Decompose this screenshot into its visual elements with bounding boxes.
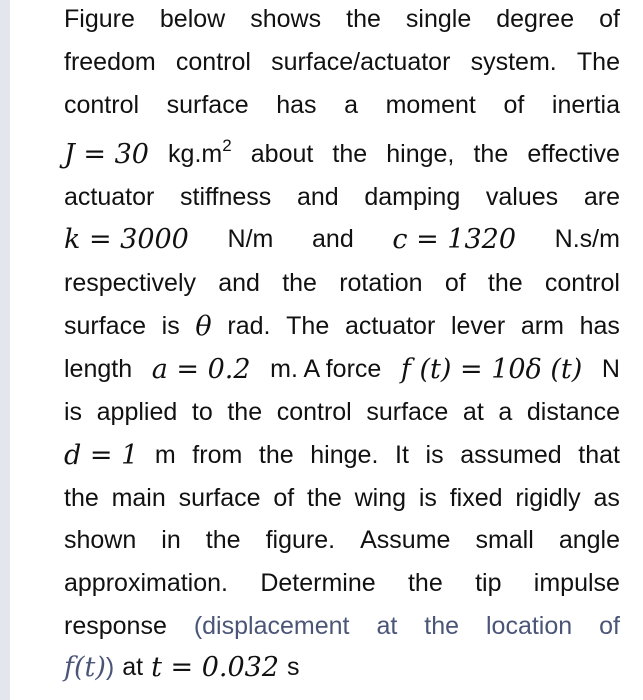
- word: rigidly: [515, 483, 581, 512]
- word: control: [64, 90, 140, 119]
- theta-symbol: θ: [195, 310, 212, 342]
- word: Assume: [360, 525, 451, 554]
- word: small: [475, 525, 534, 554]
- line-10: [64, 390, 620, 434]
- word: the: [282, 268, 317, 297]
- word: length: [64, 354, 133, 383]
- stiffness-expression: k = 3000: [64, 223, 189, 255]
- word: degree: [496, 4, 575, 33]
- word: wing: [354, 483, 407, 512]
- word: approximation.: [64, 568, 228, 597]
- highlighted-word: of: [599, 611, 620, 640]
- word: is: [161, 311, 180, 340]
- word: arm: [520, 311, 564, 340]
- line-11: [64, 433, 620, 477]
- inertia-expression: J = 30: [64, 138, 149, 170]
- word: actuator: [64, 182, 155, 211]
- word: surface: [166, 90, 249, 119]
- word: the: [473, 139, 509, 168]
- word: freedom: [64, 47, 156, 76]
- left-margin-bar: [0, 0, 10, 700]
- line-3: [64, 83, 620, 127]
- word: about: [250, 139, 314, 168]
- highlighted-word: location: [486, 611, 573, 640]
- word: assumed: [460, 440, 562, 469]
- word: of: [444, 268, 466, 297]
- word: control: [276, 397, 352, 426]
- word: are: [583, 182, 620, 211]
- word: to: [191, 397, 213, 426]
- word: stiffness: [180, 182, 272, 211]
- word: the: [307, 483, 342, 512]
- line-13: [64, 518, 620, 562]
- word: surface: [178, 483, 261, 512]
- word: distance: [526, 397, 620, 426]
- word: the: [258, 440, 294, 469]
- word: surface/actuator: [271, 47, 451, 76]
- line-15: [64, 604, 620, 648]
- word: rad.: [227, 311, 271, 340]
- word: the: [407, 568, 443, 597]
- word: values: [485, 182, 559, 211]
- word: a: [498, 397, 513, 426]
- word: the: [332, 139, 368, 168]
- word: is: [64, 397, 83, 426]
- word: hinge,: [386, 139, 455, 168]
- force-expression: f (t) = 10δ (t): [400, 353, 583, 385]
- word: It: [395, 440, 409, 469]
- word: in: [161, 525, 181, 554]
- word: lever: [450, 311, 506, 340]
- word: response: [64, 611, 167, 640]
- word: and: [312, 224, 354, 253]
- word: inertia: [551, 90, 620, 119]
- line-7: [64, 261, 620, 305]
- word: as: [593, 483, 620, 512]
- force-location-expression: f(t): [64, 651, 106, 683]
- word: angle: [558, 525, 620, 554]
- line-16: [64, 645, 620, 689]
- highlighted-word: at: [376, 611, 398, 640]
- word: from: [192, 440, 243, 469]
- word: system.: [470, 47, 557, 76]
- word: is: [418, 483, 437, 512]
- word: of: [599, 4, 620, 33]
- word: Figure: [64, 4, 135, 33]
- word: m. A force: [270, 354, 382, 383]
- line-2: [64, 40, 620, 84]
- word: of: [503, 90, 525, 119]
- distance-expression: d = 1: [64, 439, 139, 471]
- word: single: [405, 4, 472, 33]
- word: a: [344, 90, 358, 119]
- word: actuator: [344, 311, 436, 340]
- highlighted-word: ): [105, 652, 115, 681]
- word: at: [122, 652, 144, 681]
- word: applied: [96, 397, 178, 426]
- word: impulse: [533, 568, 620, 597]
- word: the: [487, 268, 523, 297]
- word: moment: [385, 90, 476, 119]
- word: rotation: [339, 268, 423, 297]
- word: and: [218, 268, 260, 297]
- word: of: [273, 483, 295, 512]
- line-4: [64, 132, 620, 176]
- word: that: [578, 440, 620, 469]
- word: the: [346, 4, 381, 33]
- word: The: [576, 47, 620, 76]
- highlighted-word: (displacement: [193, 611, 350, 640]
- word: tip: [475, 568, 502, 597]
- word: control: [175, 47, 251, 76]
- word: below: [159, 4, 226, 33]
- word: main: [111, 483, 166, 512]
- word: N/m: [227, 224, 274, 253]
- word: the: [205, 525, 241, 554]
- lever-arm-expression: a = 0.2: [151, 353, 251, 385]
- line-1: [64, 0, 620, 41]
- line-14: [64, 561, 620, 605]
- word: shown: [64, 525, 137, 554]
- damping-expression: c = 1320: [392, 223, 517, 255]
- word: control: [544, 268, 620, 297]
- word: and: [296, 182, 339, 211]
- word: fixed: [449, 483, 503, 512]
- word: respectively: [64, 268, 196, 297]
- line-8: [64, 304, 620, 348]
- word: is: [425, 440, 444, 469]
- word: Determine: [260, 568, 376, 597]
- word: shows: [250, 4, 322, 33]
- word: damping: [364, 182, 461, 211]
- inertia-unit: $kg.m^2$: [168, 135, 232, 168]
- line-12: [64, 476, 620, 520]
- word: has: [579, 311, 620, 340]
- word: N.s/m: [554, 224, 620, 253]
- time-expression: t = 0.032: [151, 651, 280, 683]
- word: m: [154, 440, 176, 469]
- word: s: [287, 652, 300, 681]
- line-9: [64, 347, 620, 391]
- word: effective: [527, 139, 620, 168]
- word: surface: [64, 311, 146, 340]
- line-5: [64, 175, 620, 219]
- word: has: [276, 90, 317, 119]
- highlighted-word: the: [424, 611, 460, 640]
- word: N: [601, 354, 620, 383]
- word: figure.: [265, 525, 336, 554]
- word: hinge.: [310, 440, 379, 469]
- word: The: [286, 311, 330, 340]
- word: the: [64, 483, 99, 512]
- line-6: [64, 217, 620, 261]
- word: the: [227, 397, 263, 426]
- word: surface: [366, 397, 449, 426]
- word: at: [462, 397, 484, 426]
